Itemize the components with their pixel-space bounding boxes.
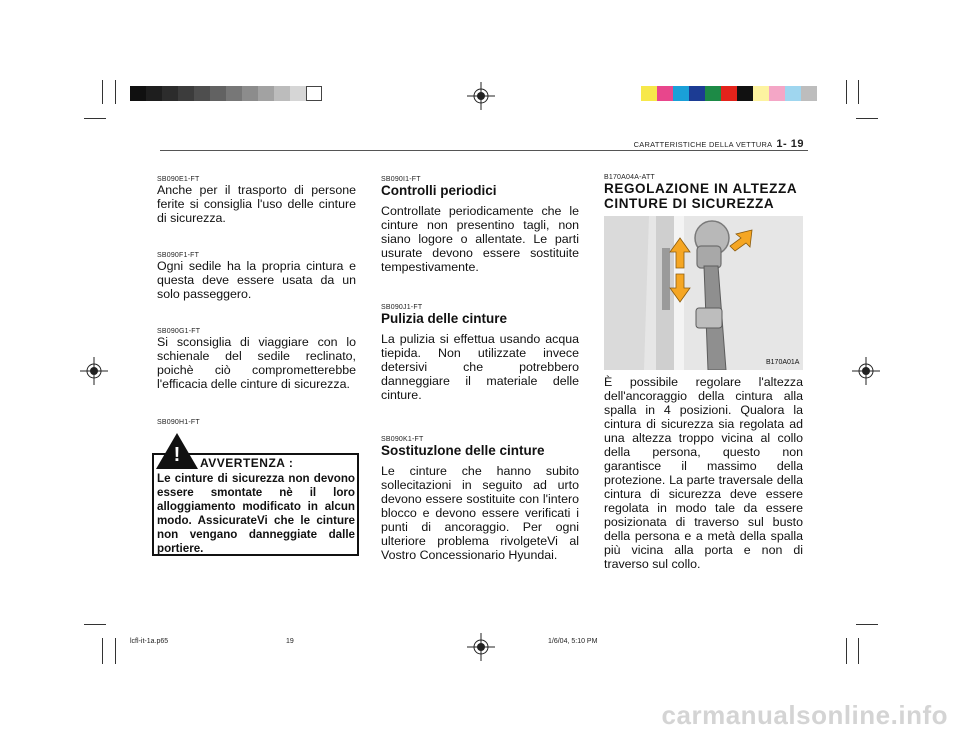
color-swatch — [306, 86, 322, 101]
color-swatch — [753, 86, 769, 101]
paragraph: Si sconsiglia di viaggiare con lo schienale del sedile reclinato, poichè ciò comprometterebbe l'efficacia delle cinture di sicurezza. — [157, 335, 356, 391]
color-swatch — [641, 86, 657, 101]
section-code: SB090K1-FT — [381, 436, 424, 443]
section-code: SB090J1-FT — [381, 304, 423, 311]
warning-symbol: ! — [173, 444, 181, 466]
color-swatch — [194, 86, 210, 101]
section-code: SB090I1-FT — [381, 176, 421, 183]
section-code: SB090F1-FT — [157, 252, 200, 259]
paragraph: Anche per il trasporto di persone ferite si consiglia l'uso delle cinture di sicurezza. — [157, 183, 356, 225]
section-heading: Sostituzlone delle cinture — [381, 443, 545, 458]
block — [381, 436, 579, 562]
header-rule — [160, 150, 808, 151]
footer-page: 19 — [286, 638, 294, 645]
image-label: B170A01A — [766, 359, 800, 366]
section-heading: Controlli periodici — [381, 183, 497, 198]
color-swatch — [162, 86, 178, 101]
paragraph: La pulizia si effettua usando acqua tiepida. Non utilizzate invece detersivi che potrebbero danneggiare il materiale delle cinture. — [381, 332, 579, 402]
warning-title: AVVERTENZA : — [200, 456, 294, 470]
watermark: carmanualsonline.info — [661, 700, 948, 730]
section-heading: REGOLAZIONE IN ALTEZZA CINTURE DI SICUREZZA — [604, 181, 797, 211]
block — [157, 252, 356, 301]
color-swatch — [737, 86, 753, 101]
color-swatch — [178, 86, 194, 101]
seat-belt-icon — [604, 216, 803, 370]
paragraph: Controllate periodicamente che le cinture non presentino tagli, non siano logore o allentate. Le parti usurate devono essere sostituite tempestivamente. — [381, 204, 579, 274]
page-header — [634, 138, 804, 150]
belt-height-illustration — [604, 216, 803, 370]
registration-mark-icon — [467, 82, 495, 110]
registration-mark-icon — [80, 357, 108, 385]
color-swatch — [721, 86, 737, 101]
footer-file: lcfl-it-1a.p65 — [130, 638, 169, 645]
section-heading: Pulizia delle cinture — [381, 311, 508, 326]
color-swatch — [130, 86, 146, 101]
color-swatch — [705, 86, 721, 101]
section-code: B170A04A-ATT — [604, 174, 655, 181]
color-swatch — [290, 86, 306, 101]
paragraph: Ogni sedile ha la propria cintura e questa deve essere usata da un solo passeggero. — [157, 259, 356, 301]
color-swatch — [242, 86, 258, 101]
color-swatch — [689, 86, 705, 101]
section-title: CARATTERISTICHE DELLA VETTURA — [633, 140, 773, 149]
color-swatch — [785, 86, 801, 101]
color-swatch — [274, 86, 290, 101]
color-swatch — [657, 86, 673, 101]
block — [157, 328, 356, 391]
color-swatch — [258, 86, 274, 101]
page-number: 1- 19 — [776, 138, 804, 150]
block — [381, 304, 579, 402]
color-swatch — [801, 86, 817, 101]
column-3 — [604, 174, 803, 211]
paragraph: Le cinture che hanno subito sollecitazioni in seguito ad urto devono essere sostituite con l'intero blocco e devono essere verificati i punti di ancoraggio. Per ogni ulteriore problema rivolgeteVi al Vostro Concessionario Hyundai. — [381, 464, 579, 562]
color-swatch — [226, 86, 242, 101]
column-2 — [381, 176, 579, 274]
color-swatch — [673, 86, 689, 101]
footer-datetime: 1/6/04, 5:10 PM — [548, 638, 598, 645]
color-swatch — [146, 86, 162, 101]
column-1 — [157, 176, 356, 225]
section-code: SB090G1-FT — [157, 328, 201, 335]
section-code: SB090H1-FT — [157, 419, 200, 426]
paragraph: È possibile regolare l'altezza dell'ancoraggio della cintura alla spalla in 4 posizioni. Qualora la cintura di sicurezza sia regolata ad una altezza troppo vicina al collo della persona, questo non garantisce il massimo della protezione. La parte traversale della cintura di sicurezza deve essere regolata in modo tale da essere posizionata di traverso sul busto della persona e a metà della spalla più vicina alla porta e non di traverso sul collo. — [604, 375, 803, 571]
warning-text: Le cinture di sicurezza non devono essere smontate nè il loro alloggiamento modificato in alcun modo. AssicurateVi che le cinture non vengano danneggiate dalle portiere. — [157, 472, 355, 555]
color-swatch — [210, 86, 226, 101]
registration-mark-icon — [467, 633, 495, 661]
section-code: SB090E1-FT — [157, 176, 200, 183]
registration-mark-icon — [852, 357, 880, 385]
color-swatch — [769, 86, 785, 101]
